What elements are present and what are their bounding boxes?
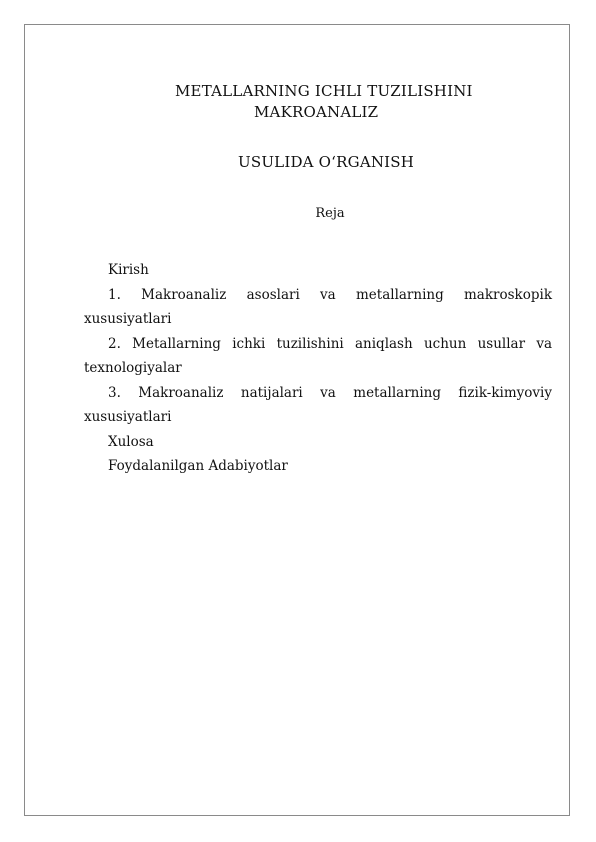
toc-item-1-line-1: 1. Makroanaliz asoslari va metallarning makroskopik: [108, 286, 552, 303]
plan-heading: Reja: [315, 206, 345, 221]
toc-item-2-line-1: 2. Metallarning ichki tuzilishini aniqlash uchun usullar va: [108, 335, 552, 352]
toc-item-3-line-1: 3. Makroanaliz natijalari va metallarning fizik-kimyoviy: [108, 384, 552, 401]
toc-item-intro: Kirish: [108, 262, 149, 278]
toc-item-2-line-2: texnologiyalar: [84, 360, 182, 376]
toc-item-references: Foydalanilgan Adabiyotlar: [108, 458, 288, 474]
toc-item-3: [84, 381, 552, 430]
toc-item-1-line-2: xususiyatlari: [84, 311, 172, 327]
table-of-contents: [84, 258, 552, 479]
title-line-2: MAKROANALIZ: [254, 103, 379, 121]
title-line-3: USULIDA O‘RGANISH: [238, 153, 415, 171]
toc-item-2: [84, 332, 552, 381]
toc-item-3-line-2: xususiyatlari: [84, 409, 172, 425]
toc-item-1: [84, 283, 552, 332]
title-line-1: METALLARNING ICHLI TUZILISHINI: [175, 82, 473, 100]
toc-item-conclusion: Xulosa: [108, 433, 154, 450]
